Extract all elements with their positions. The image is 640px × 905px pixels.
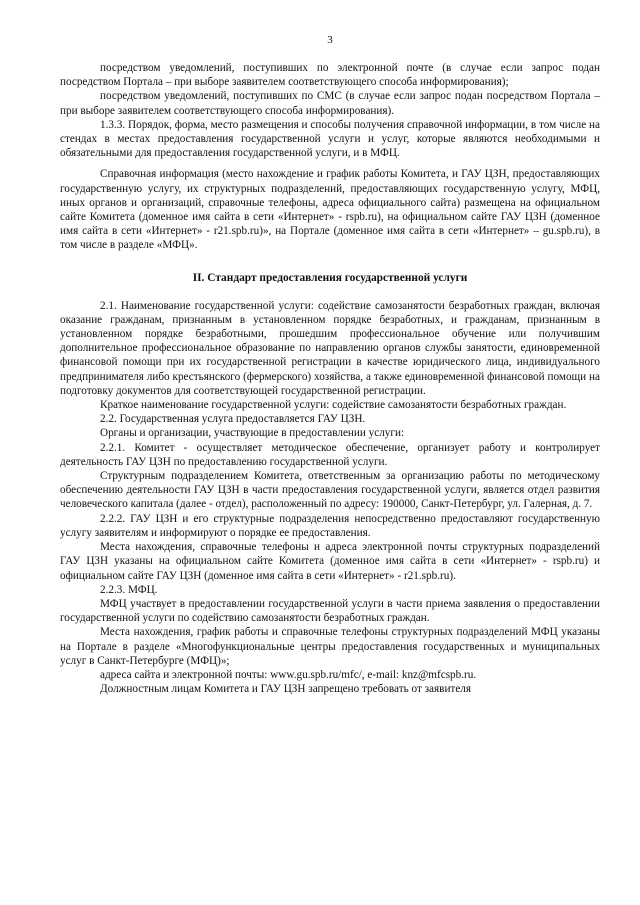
paragraph: 2.1. Наименование государственной услуги: содействие самозанятости безработных граждан, включая оказание гражданам, признанным в установленном порядке безработных, и гражданам, признанным в установленном порядке безработными, прошедшим профессиональное обучение или получившим дополнительное профессиональное образование по направлению органов службы занятости, единовременной финансовой помощи при их государственной регистрации в качестве юридического лица, индивидуального предпринимателя либо крестьянского (фермерского) хозяйства, а также единовременной финансовой помощи на подготовку документов для соответствующей государственной регистрации. xyxy=(60,299,600,397)
document-body xyxy=(60,61,600,696)
paragraph: Места нахождения, график работы и справочные телефоны структурных подразделений МФЦ указаны на Портале в разделе «Многофункциональные центры предоставления государственных и муниципальных услуг в Санкт-Петербурге (МФЦ)»; xyxy=(60,626,600,667)
paragraph: Структурным подразделением Комитета, ответственным за организацию работы по методическому обеспечению деятельности ГАУ ЦЗН в части предоставления государственной услуги, является отдел развития человеческого капитала (далее - отдел), расположенный по адресу: 190000, Санкт-Петербург, ул. Галерная, д. 7. xyxy=(60,470,600,511)
paragraph: Места нахождения, справочные телефоны и адреса электронной почты структурных подразделений ГАУ ЦЗН указаны на официальном сайте Комитета (доменное имя сайта в сети «Интернет» - rspb.ru) и официальном сайте ГАУ ЦЗН (доменное имя сайта в сети «Интернет» - r21.spb.ru). xyxy=(60,541,600,582)
paragraph: 2.2.1. Комитет - осуществляет методическое обеспечение, организует работу и контролирует деятельность ГАУ ЦЗН по предоставлению государственной услуги. xyxy=(60,441,600,468)
section-heading: II. Стандарт предоставления государственной услуги xyxy=(192,271,468,284)
paragraph: посредством уведомлений, поступивших по СМС (в случае если запрос подан посредством Портала – при выборе заявителем соответствующего способа информирования). xyxy=(60,90,600,117)
paragraph: Краткое наименование государственной услуги: содействие самозанятости безработных граждан. xyxy=(100,399,567,412)
paragraph: 2.2.3. МФЦ. xyxy=(100,583,158,596)
paragraph: 2.2.2. ГАУ ЦЗН и его структурные подразделения непосредственно предоставляют государственную услугу заявителям и информируют о порядке ее предоставления. xyxy=(60,512,600,539)
page-number: 3 xyxy=(327,34,333,46)
paragraph: 2.2. Государственная услуга предоставляется ГАУ ЦЗН. xyxy=(100,413,366,426)
paragraph: Органы и организации, участвующие в предоставлении услуги: xyxy=(100,427,405,440)
paragraph: Справочная информация (место нахождение и график работы Комитета, и ГАУ ЦЗН, предоставляющих государственную услугу, их структурных подразделений, предоставляющих государственную услугу, МФЦ, иных органов и организаций, справочные телефоны, адреса официального сайта) размещена на официальном сайте Комитета (доменное имя сайта в сети «Интернет» - rspb.ru), на официальном сайте ГАУ ЦЗН (доменное имя сайта в сети «Интернет» - r21.spb.ru)», на Портале (доменное имя сайта в сети «Интернет» – gu.spb.ru), в том числе в разделе «МФЦ». xyxy=(60,168,600,252)
paragraph: Должностным лицам Комитета и ГАУ ЦЗН запрещено требовать от заявителя xyxy=(100,683,472,696)
paragraph: 1.3.3. Порядок, форма, место размещения и способы получения справочной информации, в том числе на стендах в местах предоставления государственной услуги и услуг, которые являются необходимыми и обязательными для предоставления государственной услуги, и в МФЦ. xyxy=(60,118,600,160)
paragraph: МФЦ участвует в предоставлении государственной услуги в части приема заявления о предоставлении государственной услуги по содействию самозанятости безработных граждан. xyxy=(60,597,600,625)
paragraph: адреса сайта и электронной почты: www.gu.spb.ru/mfc/, e-mail: knz@mfcspb.ru. xyxy=(100,668,477,681)
paragraph: посредством уведомлений, поступивших по электронной почте (в случае если запрос подан посредством Портала – при выборе заявителем соответствующего способа информирования); xyxy=(60,62,600,89)
